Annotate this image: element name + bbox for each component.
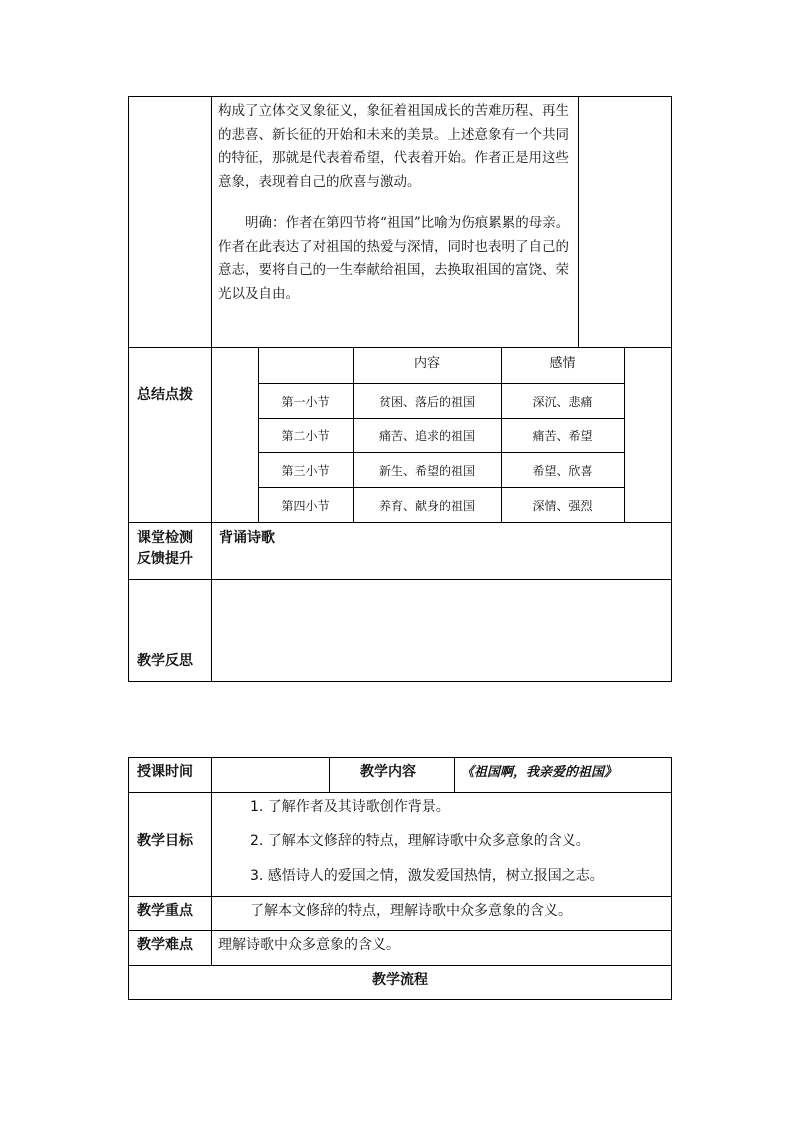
difficulty-value: 理解诗歌中众多意象的含义。 [218,937,400,953]
check-label-line2: 反馈提升 [137,551,193,567]
summary-row-3-emotion: 希望、欣喜 [532,464,593,478]
summary-label: 总结点拨 [137,387,193,403]
teaching-process-label: 教学流程 [372,972,428,988]
summary-row-3-section: 第三小节 [281,464,330,478]
summary-row-4-content: 养育、献身的祖国 [378,499,475,513]
summary-row-3-content: 新生、希望的祖国 [378,464,475,478]
analysis-paragraph-1: 构成了立体交叉象征义，象征着祖国成长的苦难历程、再生的悲喜、新长征的开始和未来的美景。上述意象有一个共同的特征，那就是代表着希望，代表着开始。作者正是用这些意象，表现着自己的欣喜与激动。 [218,103,569,190]
teaching-goal-3: 3. 感悟诗人的爱国之情，激发爱国热情，树立报国之志。 [250,868,604,884]
summary-row-2-emotion: 痛苦、希望 [532,429,593,443]
summary-row-2-content: 痛苦、追求的祖国 [378,429,475,443]
teaching-goals-label: 教学目标 [137,833,193,849]
summary-row-1-section: 第一小节 [281,395,330,409]
summary-row-2-section: 第二小节 [281,429,330,443]
key-points-label: 教学重点 [137,903,193,919]
summary-row-1-emotion: 深沉、悲痛 [532,395,593,409]
summary-header-content: 内容 [413,356,440,371]
teaching-content-label: 教学内容 [360,764,416,780]
summary-header-emotion: 感情 [549,356,576,371]
teaching-goal-2: 2. 了解本文修辞的特点，理解诗歌中众多意象的含义。 [250,833,590,849]
teaching-goal-1: 1. 了解作者及其诗歌创作背景。 [250,799,450,815]
teaching-time-label: 授课时间 [137,764,193,780]
teaching-content-value: 《祖国啊，我亲爱的祖国》 [461,765,618,780]
analysis-paragraph-2: 明确：作者在第四节将“祖国”比喻为伤痕累累的母亲。作者在此表达了对祖国的热爱与深情，同时也表明了自己的意志，要将自己的一生奉献给祖国，去换取祖国的富饶、荣光以及自由。 [218,215,570,302]
key-points-value: 了解本文修辞的特点，理解诗歌中众多意象的含义。 [250,903,572,919]
check-content: 背诵诗歌 [219,530,275,546]
summary-row-1-content: 贫困、落后的祖国 [378,395,475,409]
summary-row-4-emotion: 深情、强烈 [532,499,593,513]
check-label-line1: 课堂检测 [137,530,193,546]
difficulty-label: 教学难点 [137,937,193,953]
summary-row-4-section: 第四小节 [281,499,330,513]
reflection-label: 教学反思 [137,653,193,669]
